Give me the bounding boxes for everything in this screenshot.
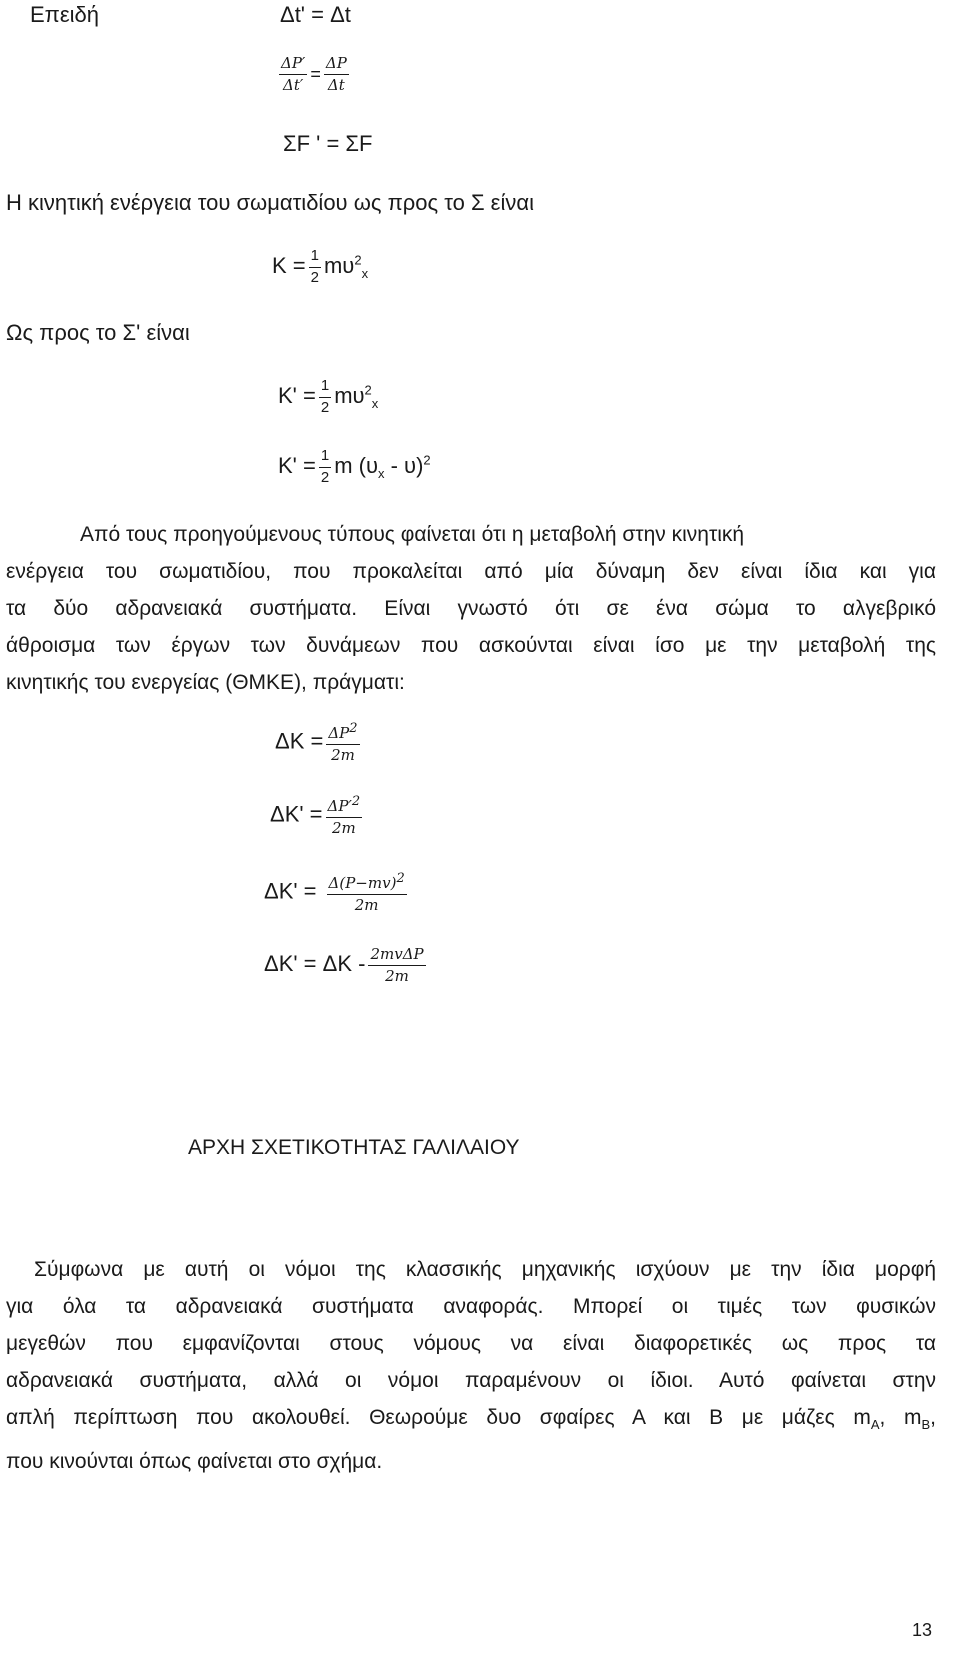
paragraph-galilean-relativity: [6, 1251, 936, 1480]
dk3-num-sup: 2: [396, 871, 405, 886]
p2-line-2: για όλα τα αδρανειακά συστήματα αναφοράς. Μπορεί οι τιμές των φυσικών: [6, 1295, 936, 1318]
kinetic-intro-s: Η κινητική ενέργεια του σωματιδίου ως προς το Σ είναι: [6, 190, 534, 215]
dk1-num-sup: 2: [349, 721, 358, 736]
eqk2-den: 2: [320, 468, 330, 486]
equation-k: [272, 248, 368, 286]
eqk1-den: 2: [320, 398, 330, 416]
equation-k-prime-2: [278, 448, 431, 486]
p1-line-3: τα δύο αδρανειακά συστήματα. Είναι γνωστό ότι σε ένα σώμα το αλγεβρικό: [6, 597, 936, 620]
p1-line-5: κινητικής του ενεργείας (ΘΜΚΕ), πράγματι:: [6, 671, 405, 694]
eqk-sub: x: [361, 266, 369, 282]
equation-delta-k-prime-1: [270, 795, 365, 836]
eqk2-rhs-b: - υ): [384, 452, 424, 478]
eqk1-lhs: K' =: [278, 382, 316, 408]
dk1-lhs: ΔK =: [275, 728, 324, 754]
mass-b-subscript: B: [921, 1417, 931, 1433]
dk3-num: Δ(P−mv): [328, 874, 397, 892]
p2-line-5-c: ,: [930, 1406, 936, 1429]
eqk-sup: 2: [354, 252, 362, 268]
p2-line-5: [6, 1399, 936, 1443]
p2-line-1: Σύμφωνα με αυτή οι νόμοι της κλασσικής μηχανικής ισχύουν με την ίδια μορφή: [34, 1258, 936, 1281]
section-title: ΑΡΧΗ ΣΧΕΤΙΚΟΤΗΤΑΣ ΓΑΛΙΛΑΙΟΥ: [188, 1136, 520, 1159]
paragraph-kinetic-change: [6, 516, 936, 701]
eqk2-sub: x: [377, 466, 385, 482]
kinetic-intro-s-prime: Ως προς το Σ' είναι: [6, 320, 190, 345]
page-number: 13: [912, 1620, 933, 1640]
dk2-num: ΔP′: [327, 797, 352, 815]
eq2-right-den: Δt: [327, 75, 345, 94]
eqk1-sup: 2: [364, 382, 372, 398]
dk4-den: 2m: [385, 966, 409, 985]
eqk-num: 1: [309, 248, 321, 268]
eq2-equals: =: [310, 63, 321, 84]
equation-force: ΣF ' = ΣF: [283, 131, 373, 156]
eqk2-num: 1: [319, 448, 331, 468]
eqk-rhs: mυ: [323, 252, 355, 278]
dk3-den: 2m: [354, 895, 379, 914]
p2-line-5-b: , m: [879, 1406, 922, 1429]
p2-line-4: αδρανειακά συστήματα, αλλά οι νόμοι παραμένουν οι ίδιοι. Αυτό φαίνεται στην: [6, 1369, 936, 1392]
eqk-den: 2: [310, 268, 319, 286]
eq2-left-num: ΔP′: [279, 55, 307, 75]
eqk1-num: 1: [319, 378, 331, 398]
dk2-den: 2m: [331, 818, 356, 837]
eqk1-rhs: mυ: [334, 382, 365, 408]
p2-line-6: που κινούνται όπως φαίνεται στο σχήμα.: [6, 1450, 383, 1474]
dk4-num: 2mvΔP: [368, 946, 425, 966]
equation-k-prime-1: [278, 378, 378, 416]
p2-line-5-a: απλή περίπτωση που ακολουθεί. Θεωρούμε δυο σφαίρες Α και Β με μάζες m: [6, 1406, 871, 1429]
dk1-den: 2m: [331, 745, 355, 764]
equation-momentum-rate: [276, 55, 352, 93]
dk2-lhs: ΔK' =: [270, 801, 323, 827]
eqk2-lhs: K' =: [278, 452, 316, 478]
p1-line-4: άθροισμα των έργων των δυνάμεων που ασκούνται είναι ίσο με την μεταβολή της: [6, 634, 936, 657]
equation-delta-k: [275, 722, 363, 763]
dk4-lhs: ΔK' = ΔK -: [264, 950, 366, 976]
dk2-num-sup: 2: [351, 794, 361, 809]
equation-delta-k-prime-2: [264, 872, 410, 913]
equation-delta-k-prime-3: [264, 946, 429, 984]
equation-delta-t: Δt' = Δt: [280, 2, 351, 27]
eq2-right-num: ΔP: [324, 55, 349, 75]
eq2-left-den: Δt′: [283, 75, 304, 94]
eqk2-sup: 2: [423, 452, 431, 468]
mass-a-subscript: A: [870, 1417, 880, 1433]
dk3-lhs: ΔK' =: [264, 878, 317, 904]
eqk2-rhs-a: m (υ: [334, 452, 378, 478]
eqk-lhs: K =: [272, 252, 306, 278]
eqk1-sub: x: [371, 396, 379, 412]
p1-line-1: Από τους προηγούμενους τύπους φαίνεται ότι η μεταβολή στην κινητική: [80, 523, 745, 546]
p1-line-2: ενέργεια του σωματιδίου, που προκαλείται από μία δύναμη δεν είναι ίδια και για: [6, 560, 936, 583]
p2-line-3: μεγεθών που εμφανίζονται στους νόμους να είναι διαφορετικές ως προς τα: [6, 1332, 936, 1355]
dk1-num: ΔP: [328, 724, 350, 742]
lead-word: Επειδή: [30, 2, 100, 27]
